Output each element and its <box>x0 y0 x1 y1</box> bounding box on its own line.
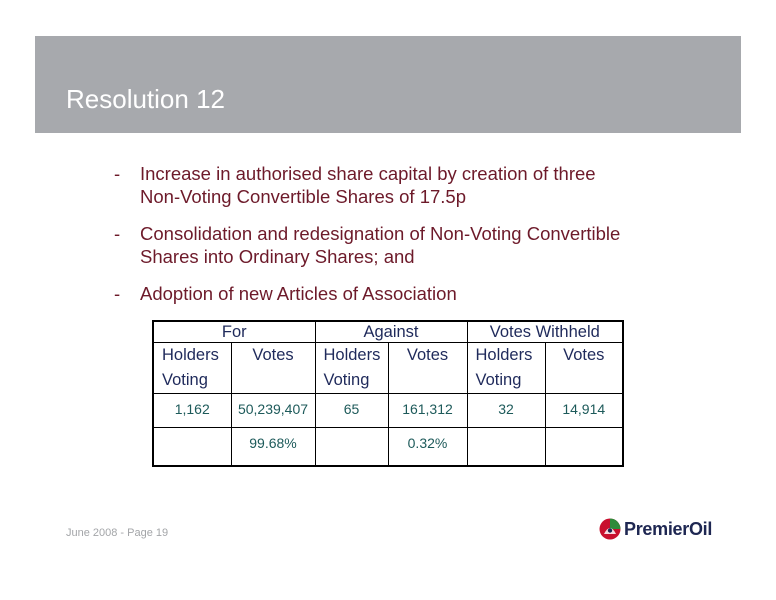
bullet-line: Adoption of new Articles of Association <box>140 283 457 304</box>
page-footer: June 2008 - Page 19 <box>66 527 169 539</box>
table-cell: 14,914 <box>545 394 623 428</box>
premier-oil-emblem-icon <box>599 518 621 540</box>
column-header-line: Holders <box>162 346 219 364</box>
logo-wordmark: PremierOil <box>624 518 713 539</box>
group-withheld: Votes Withheld <box>467 321 623 343</box>
table-cell: 0.32% <box>388 428 467 467</box>
column-header <box>545 343 623 394</box>
bullet-line: Shares into Ordinary Shares; and <box>140 246 415 267</box>
bullet-line: Increase in authorised share capital by creation of three <box>140 163 596 184</box>
column-header-line: Votes <box>406 346 449 364</box>
bullet-item <box>114 162 714 208</box>
table-cell <box>467 428 545 467</box>
column-header-line: Voting <box>475 371 522 389</box>
column-header <box>231 343 315 394</box>
column-header <box>467 343 545 394</box>
table-cell: 1,162 <box>153 394 231 428</box>
bullet-list <box>114 162 714 319</box>
table-cell <box>315 428 388 467</box>
column-header-row <box>153 343 623 394</box>
column-header-line: Voting <box>162 371 208 389</box>
group-header-row <box>153 321 623 343</box>
table-cell: 161,312 <box>388 394 467 428</box>
table-cell: 50,239,407 <box>231 394 315 428</box>
bullet-dash: - <box>114 283 121 304</box>
premier-oil-logo <box>599 516 712 542</box>
column-header <box>153 343 231 394</box>
table-cell: 99.68% <box>231 428 315 467</box>
bullet-item <box>114 282 714 305</box>
column-header <box>388 343 467 394</box>
title-band <box>35 36 741 133</box>
group-for: For <box>153 321 315 343</box>
table-cell: 65 <box>315 394 388 428</box>
column-header-line: Voting <box>323 371 370 389</box>
table-row <box>153 428 623 467</box>
bullet-dash: - <box>114 163 121 184</box>
column-header-line: Votes <box>563 346 605 364</box>
column-header-line: Holders <box>475 346 533 364</box>
voting-results-table <box>152 320 624 467</box>
column-header <box>315 343 388 394</box>
table-row <box>153 394 623 428</box>
slide-title: Resolution 12 <box>66 84 225 114</box>
column-header-line: Votes <box>252 346 294 364</box>
bullet-line: Consolidation and redesignation of Non-Voting Convertible <box>140 223 621 244</box>
bullet-line: Non-Voting Convertible Shares of 17.5p <box>140 186 467 207</box>
table-cell <box>545 428 623 467</box>
bullet-dash: - <box>114 223 121 244</box>
table-cell <box>153 428 231 467</box>
table-cell: 32 <box>467 394 545 428</box>
column-header-line: Holders <box>323 346 381 364</box>
bullet-item <box>114 222 714 268</box>
group-against: Against <box>315 321 467 343</box>
